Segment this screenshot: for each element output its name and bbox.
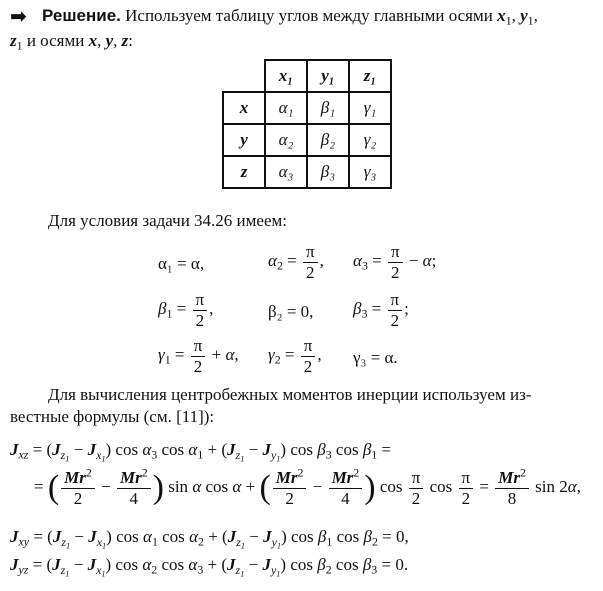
jxz-equation-line-1: $J_{xz} = (J_{z_1} - J_{x_1})$ $\cos \alpha_3$ $\cos \alpha_1 + (J_{z_1} - J_{y_1})$ $\cos \beta_3$ $\cos \beta_1$ = bbox=[10, 440, 392, 464]
solution-title: Решение. bbox=[42, 6, 121, 25]
table-col-header: x₁ bbox=[265, 60, 307, 92]
table-row bbox=[223, 156, 391, 188]
table-row bbox=[223, 124, 391, 156]
table-cell: α₁ bbox=[265, 92, 307, 124]
table-cell: α₂ bbox=[265, 124, 307, 156]
angle-table bbox=[222, 59, 392, 189]
alpha-1-formula: α₁ = α, bbox=[158, 254, 205, 273]
alpha-2-formula: $\alpha_2$ = $\frac{\pi}{2}$ , bbox=[268, 242, 324, 282]
table-cell: γ₃ bbox=[349, 156, 391, 188]
table-row-label: y bbox=[223, 124, 265, 156]
table-cell: β₂ bbox=[307, 124, 349, 156]
gamma-2-formula: $\gamma_2$ = $\frac{\pi}{2}$ , bbox=[268, 336, 322, 376]
paragraph-line-2: вестные формулы (см. [11]): bbox=[10, 407, 215, 426]
table-col-header: y₁ bbox=[307, 60, 349, 92]
gamma-1-formula: $\gamma_1$ = $\frac{\pi}{2}$ + α, bbox=[158, 336, 239, 376]
table-row-label: z bbox=[223, 156, 265, 188]
beta-2-formula: β₂ = 0, bbox=[268, 302, 314, 321]
beta-3-formula: $\beta_3$ = $\frac{\pi}{2}$ ; bbox=[353, 290, 409, 330]
table-cell: β₁ bbox=[307, 92, 349, 124]
jxy-equation: $J_{xy} = (J_{z_1} - J_{x_1})$ $\cos \alpha_1$ $\cos \alpha_2 + (J_{z_1} - J_{y_1})$ $\cos \beta_1$ $\cos \beta_2 = 0$, bbox=[10, 527, 409, 551]
intro-text: Используем таблицу углов между главными осями bbox=[125, 6, 493, 25]
arrow-right-icon: ➡ bbox=[10, 4, 27, 28]
table-cell: α₃ bbox=[265, 156, 307, 188]
intro-text-2: и осями bbox=[26, 31, 85, 50]
table-col-header: z₁ bbox=[349, 60, 391, 92]
intro-line-2: $z_1$ и осями x, y, z: bbox=[10, 31, 133, 53]
table-row bbox=[223, 92, 391, 124]
intro-line-1: Решение. Используем таблицу углов между главными осями $x_1$, $y_1$, bbox=[42, 6, 538, 28]
condition-text: Для условия задачи 34.26 имеем: bbox=[48, 211, 287, 230]
table-cell: β₃ bbox=[307, 156, 349, 188]
gamma-3-formula: γ₃ = α. bbox=[353, 348, 398, 367]
table-cell: γ₂ bbox=[349, 124, 391, 156]
table-row-label: x bbox=[223, 92, 265, 124]
jxz-equation-line-2: = ( $\frac{Mr^2}{2}$ − $\frac{Mr^2}{4}$ ) sin α cos α + ( $\frac{Mr^2}{2}$ − $\frac{Mr^2}{4}$ ) cos $\frac{\pi}{2}$ cos $\frac{\pi}{2}$ = $\frac{Mr^2}{8}$ sin 2α, bbox=[34, 465, 581, 508]
table-cell: γ₁ bbox=[349, 92, 391, 124]
table-header-row bbox=[223, 60, 391, 92]
jyz-equation: $J_{yz} = (J_{z_1} - J_{x_1})$ $\cos \alpha_2$ $\cos \alpha_3 + (J_{z_1} - J_{y_1})$ $\cos \beta_2$ $\cos \beta_3 = 0$. bbox=[10, 555, 409, 579]
paragraph-line-1: Для вычисления центробежных моментов инерции используем из- bbox=[48, 385, 532, 404]
beta-1-formula: $\beta_1$ = $\frac{\pi}{2}$ , bbox=[158, 290, 214, 330]
alpha-3-formula: $\alpha_3$ = $\frac{\pi}{2}$ − α; bbox=[353, 242, 437, 282]
